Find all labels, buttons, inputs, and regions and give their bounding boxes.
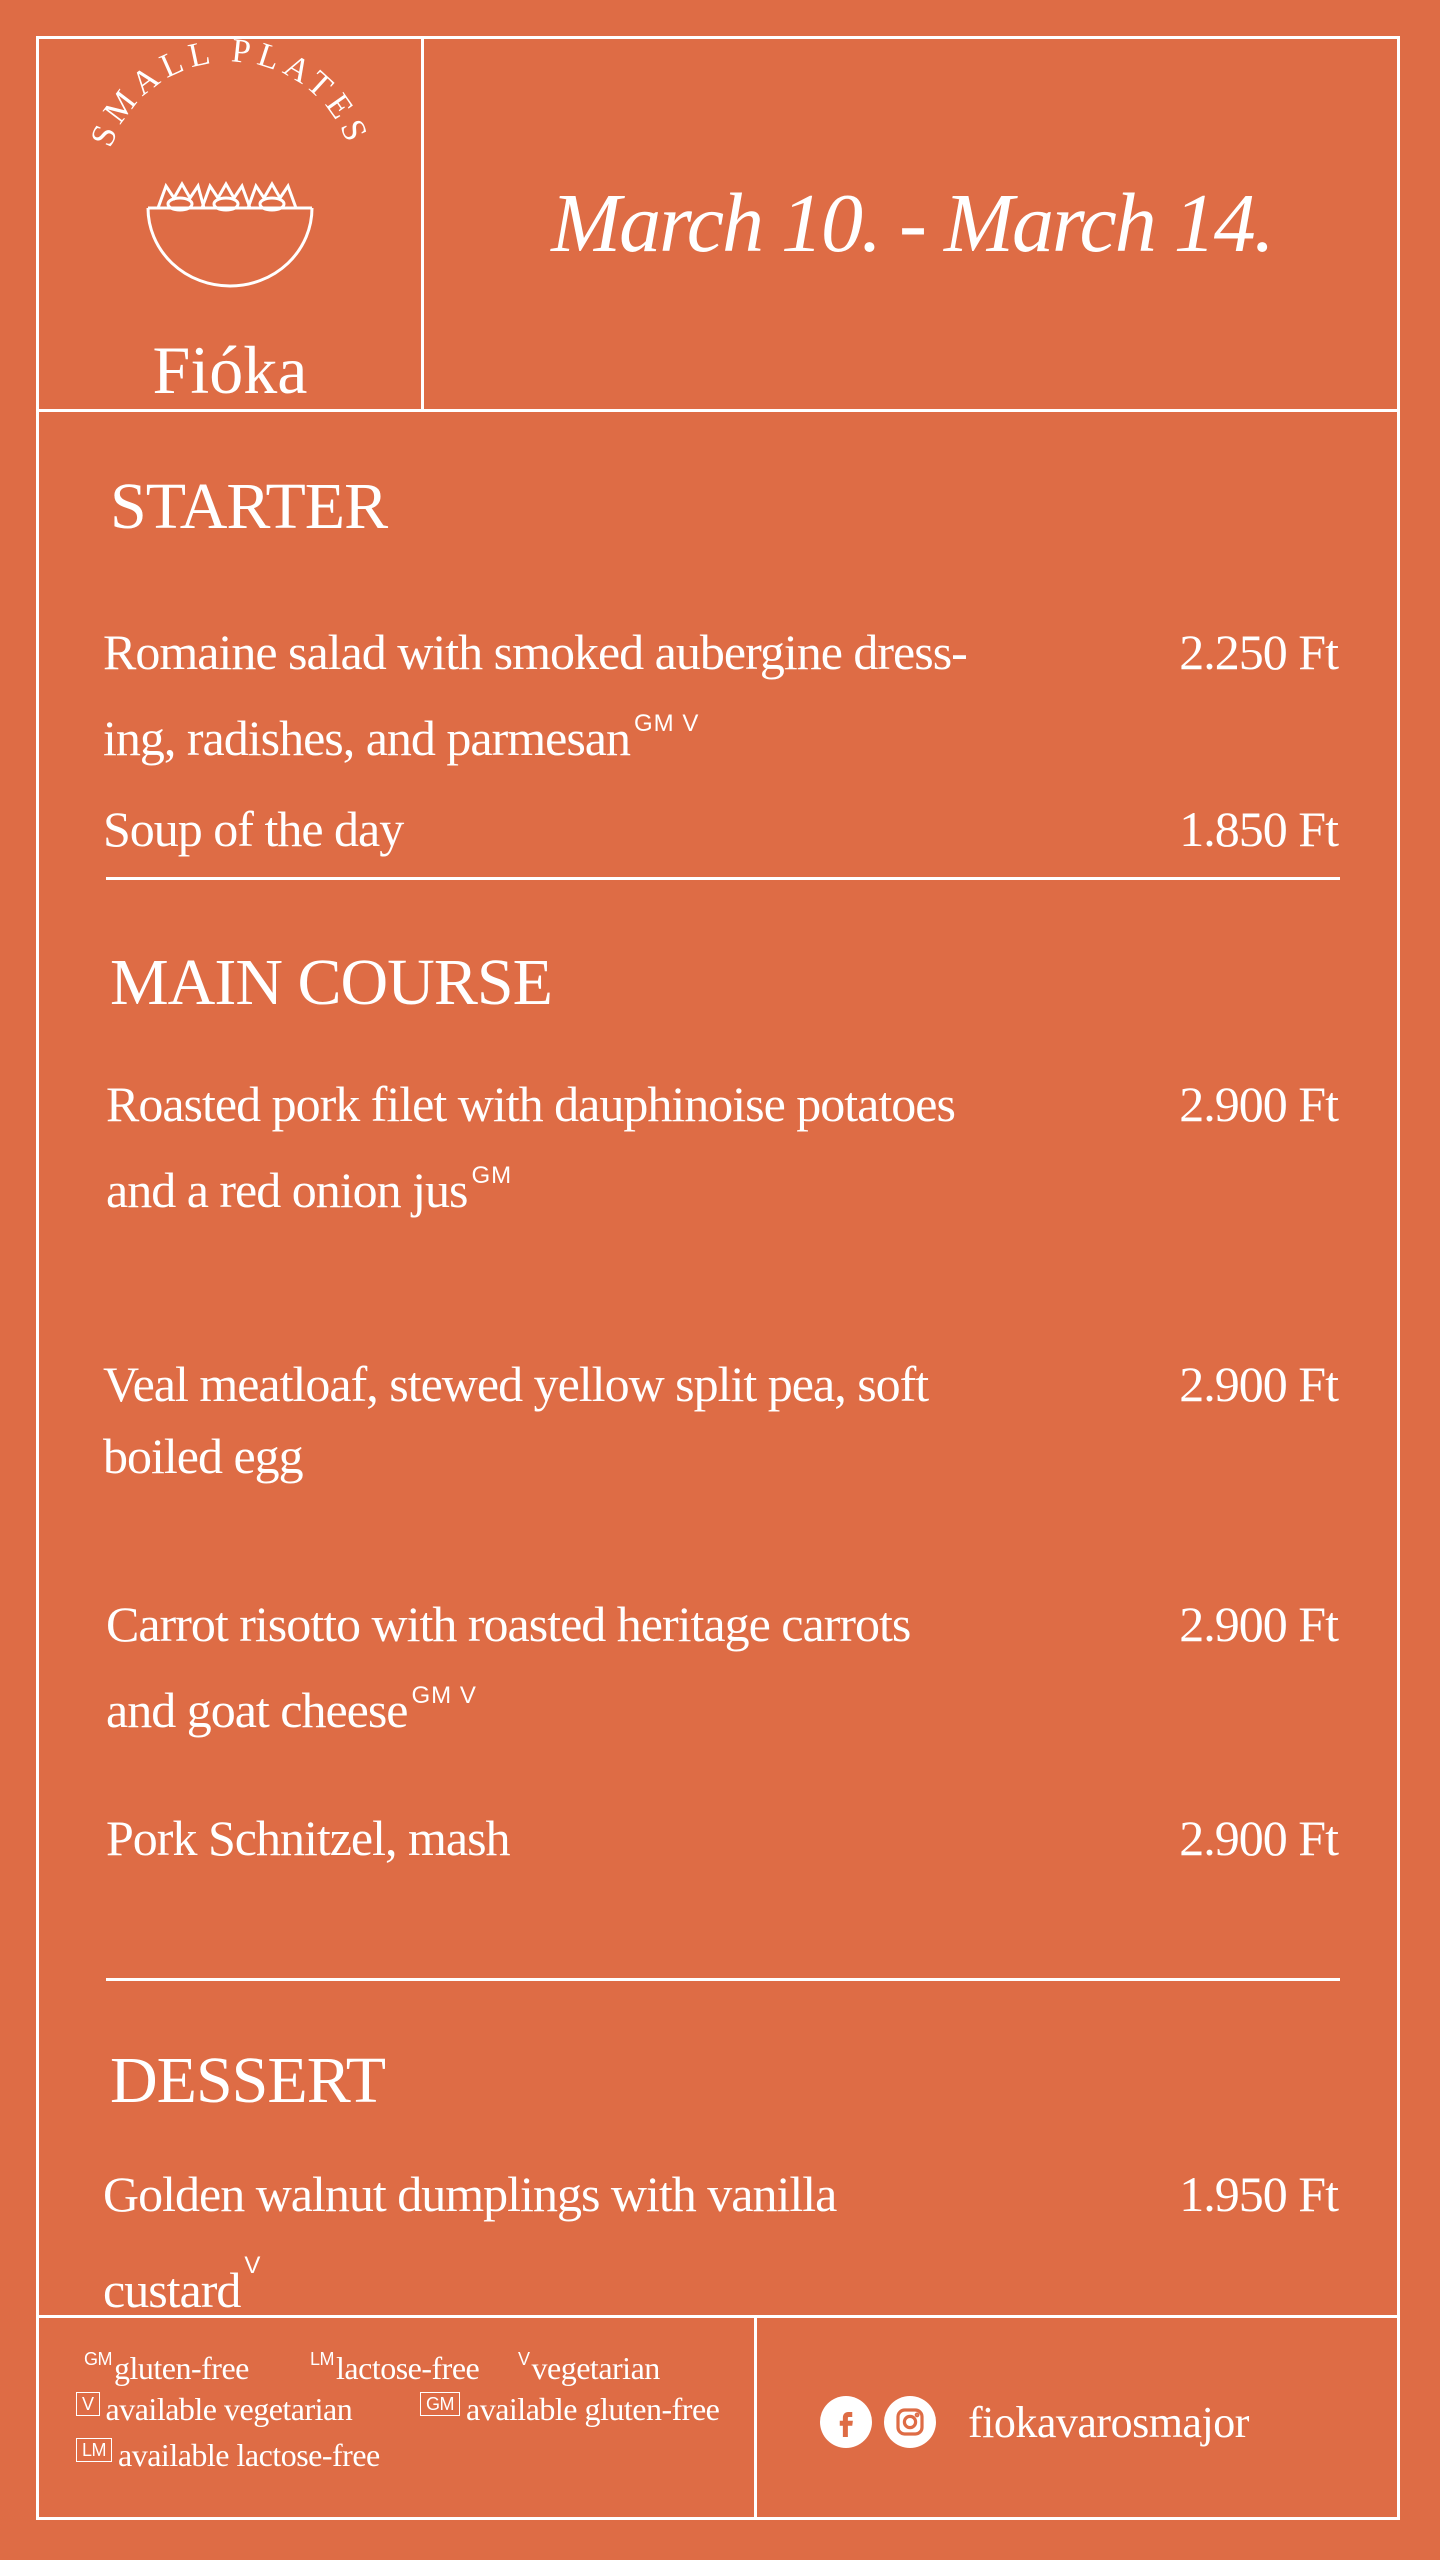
menu-item [106, 1802, 986, 1874]
item-price: 2.250 Ft [1179, 624, 1338, 680]
facebook-icon[interactable] [820, 2396, 872, 2448]
item-line: Pork Schnitzel, mash [106, 1810, 510, 1866]
item-price: 2.900 Ft [1179, 1356, 1338, 1412]
brand-name: Fióka [152, 332, 308, 408]
main-course-title: MAIN COURSE [110, 946, 552, 1019]
main-course-divider [106, 1978, 1340, 1981]
menu-item [106, 1588, 986, 1746]
diet-tag: GM [471, 1162, 513, 1189]
menu-item [106, 1068, 986, 1226]
item-line: and a red onion jus [106, 1162, 468, 1218]
social-handle[interactable]: fiokavarosmajor [968, 2397, 1249, 2447]
item-line: and goat cheese [106, 1682, 408, 1738]
item-price: 2.900 Ft [1179, 1810, 1338, 1866]
diet-tag: V [244, 2252, 262, 2279]
instagram-icon[interactable] [884, 2396, 936, 2448]
item-line: Carrot risotto with roasted heritage carrots [106, 1596, 911, 1652]
legend-available-lactose-free: LM available lactose-free [76, 2438, 380, 2471]
dessert-title: DESSERT [110, 2044, 386, 2117]
menu-dates: March 10. - March 14. [551, 177, 1273, 270]
starter-divider [106, 877, 1340, 880]
diet-tag: GM V [411, 1682, 477, 1709]
item-line: Soup of the day [103, 801, 404, 857]
legend-vegetarian: $^V$vegetarian [518, 2349, 660, 2386]
item-line: ing, radishes, and parmesan [103, 710, 631, 766]
item-line: Golden walnut dumplings with vanilla custard [103, 2166, 837, 2318]
item-line: Romaine salad with smoked aubergine dress- [103, 624, 967, 680]
menu-item [103, 793, 983, 865]
logo [36, 36, 424, 411]
item-line: boiled egg [103, 1428, 303, 1484]
legend-gluten-free: $^{GM}$gluten-free [84, 2349, 249, 2386]
item-price: 1.850 Ft [1179, 801, 1338, 857]
bowl-logo-icon [36, 36, 424, 336]
footer-vertical-divider [754, 2315, 757, 2520]
menu-item [103, 2158, 983, 2326]
diet-tag: GM V [634, 710, 700, 737]
item-line: Roasted pork filet with dauphinoise potatoes [106, 1076, 955, 1132]
legend-available-gluten-free: GM available gluten-free [420, 2392, 719, 2425]
item-price: 2.900 Ft [1179, 1076, 1338, 1132]
starter-title: STARTER [110, 470, 388, 543]
social-links [820, 2392, 1249, 2452]
item-price: 2.900 Ft [1179, 1596, 1338, 1652]
logo-tagline: SMALL PLATES [83, 36, 377, 152]
item-price: 1.950 Ft [1179, 2166, 1338, 2222]
menu-item [103, 616, 983, 774]
legend-lactose-free: $^{LM}$lactose-free [310, 2349, 480, 2386]
legend-available-vegetarian: V available vegetarian [76, 2392, 352, 2425]
menu-item [103, 1348, 983, 1492]
item-line: Veal meatloaf, stewed yellow split pea, soft [103, 1356, 929, 1412]
